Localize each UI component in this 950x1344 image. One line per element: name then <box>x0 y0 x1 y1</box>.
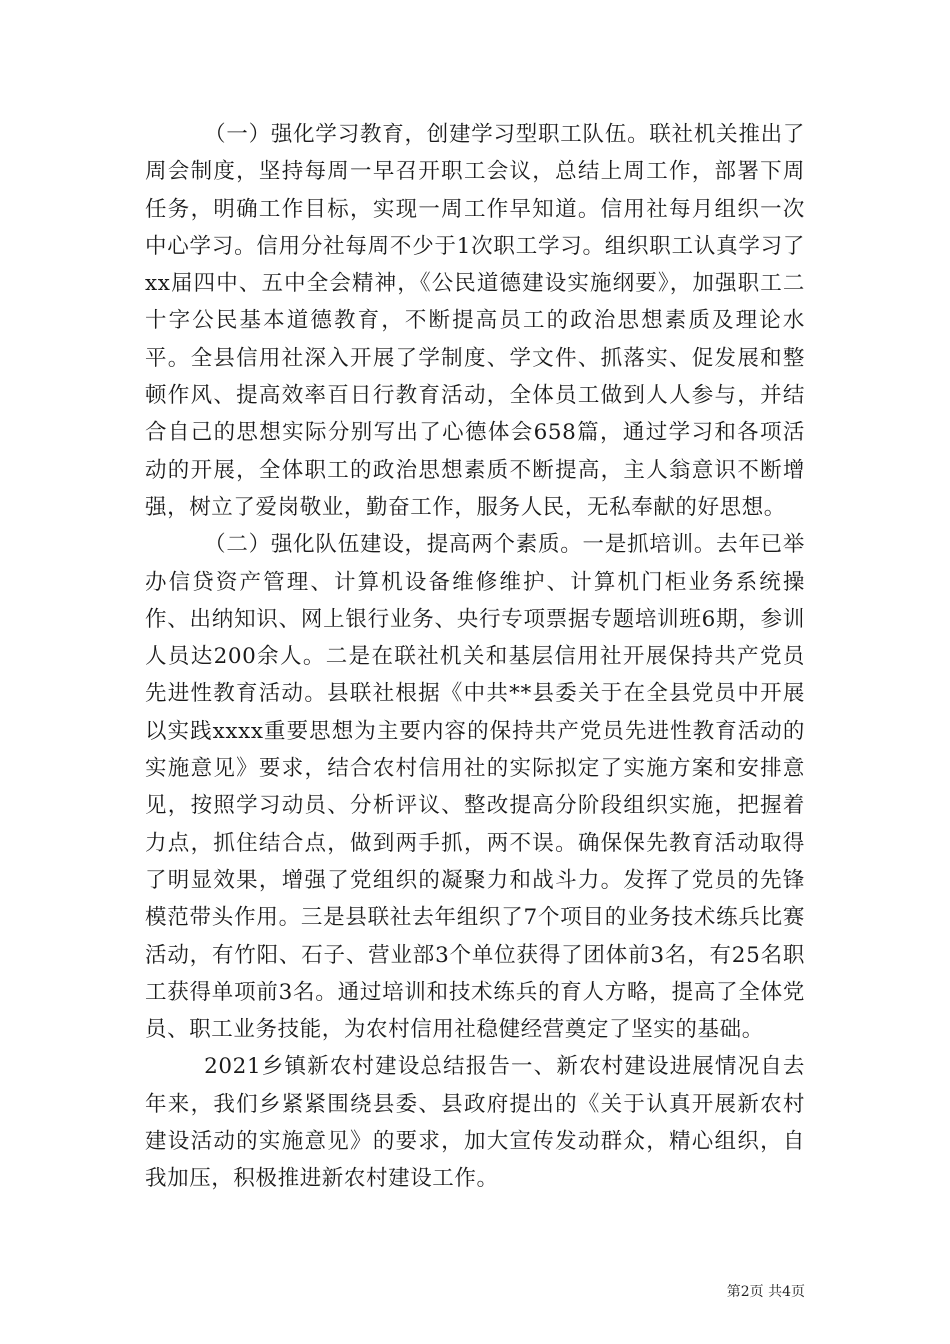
paragraph-team-building: （二）强化队伍建设，提高两个素质。一是抓培训。去年已举办信贷资产管理、计算机设备维修维护、计算机门柜业务系统操作、出纳知识、网上银行业务、央行专项票据专题培训班6期，参训人员达200余人。二是在联社机关和基层信用社开展保持共产党员先进性教育活动。县联社根据《中共**县委关于在全县党员中开展以实践xxxx重要思想为主要内容的保持共产党员先进性教育活动的实施意见》要求，结合农村信用社的实际拟定了实施方案和安排意见，按照学习动员、分析评议、整改提高分阶段组织实施，把握着力点，抓住结合点，做到两手抓，两不误。确保保先教育活动取得了明显效果，增强了党组织的凝聚力和战斗力。发挥了党员的先锋模范带头作用。三是县联社去年组织了7个项目的业务技术练兵比赛活动，有竹阳、石子、营业部3个单位获得了团体前3名，有25名职工获得单项前3名。通过培训和技术练兵的育人方略，提高了全体党员、职工业务技能，为农村信用社稳健经营奠定了坚实的基础。 <box>145 532 805 1043</box>
document-body <box>145 116 805 1198</box>
paragraph-study-education: （一）强化学习教育，创建学习型职工队伍。联社机关推出了周会制度，坚持每周一早召开职工会议，总结上周工作，部署下周任务，明确工作目标，实现一周工作早知道。信用社每月组织一次中心学习。信用分社每周不少于1次职工学习。组织职工认真学习了xx届四中、五中全会精神，《公民道德建设实施纲要》，加强职工二十字公民基本道德教育，不断提高员工的政治思想素质及理论水平。全县信用社深入开展了学制度、学文件、抓落实、促发展和整顿作风、提高效率百日行教育活动，全体员工做到人人参与，并结合自己的思想实际分别写出了心德体会658篇，通过学习和各项活动的开展，全体职工的政治思想素质不断提高，主人翁意识不断增强，树立了爱岗敬业，勤奋工作，服务人民，无私奉献的好思想。 <box>145 122 805 520</box>
paragraph-rural-construction: 2021乡镇新农村建设总结报告一、新农村建设进展情况自去年来，我们乡紧紧围绕县委、县政府提出的《关于认真开展新农村建设活动的实施意见》的要求，加大宣传发动群众，精心组织，自我加压，积极推进新农村建设工作。 <box>145 1054 805 1192</box>
page-number: 第2页 共4页 <box>726 1284 805 1300</box>
